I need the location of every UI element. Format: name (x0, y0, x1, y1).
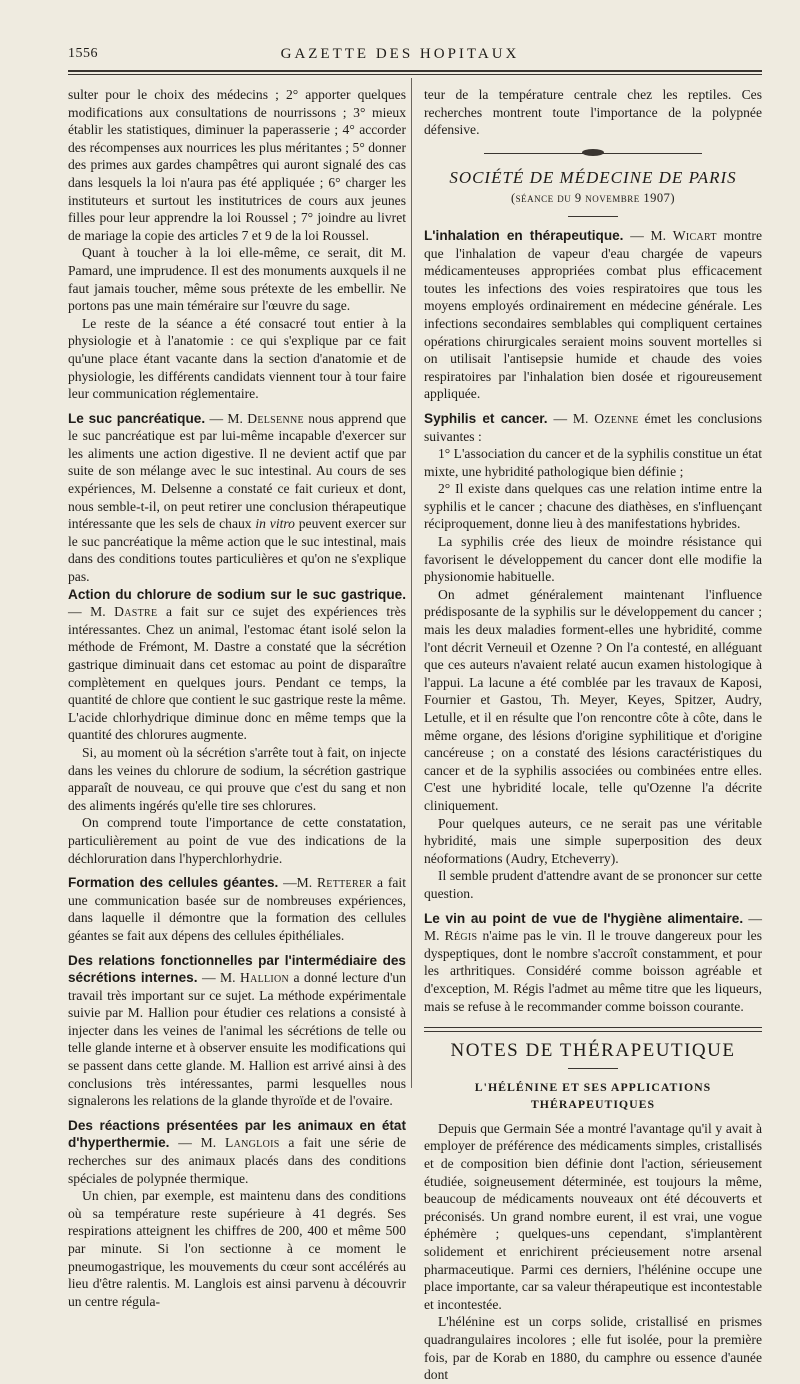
article-inhalation: L'inhalation en thérapeutique. — M. Wicart montre que l'inhalation de vapeur d'eau chargée de vapeurs médicamenteuses appropriées combat plus efficacement toutes les infections des voies respiratoires que tous les moyens employés ordinairement en médecine générale. Les infections secondaires semblables qui compliquent certaines opérations chirurgicales seraient moins souvent mortelles si on utilisait l'antisepsie humide et chaude des voies respiratoires par l'inhalation bien dosée et rigoureusement appliquée. (424, 227, 762, 402)
subsection-title: L'HÉLÉNINE ET SES APPLICATIONS THÉRAPEUTIQUES (474, 1079, 712, 1112)
short-divider (568, 216, 618, 217)
paragraph: On admet généralement maintenant l'influence prédisposante de la syphilis sur le développement du cancer ; mais les deux maladies forment-elles une hybridité, comme l'ont décrit Verneuil et Ozenne ? On l'a contesté, en alléguant que ces auteurs n'avaient relaté aucun examen histologique à l'appui. La lacune a été comblée par les travaux de Kaposi, Fournier et Gastou, Th. Meyer, Keyes, Spitzer, Audry, Letulle, et il en résulte que l'on rencontre côte à côte, dans le même organe, des lésions d'origine syphilitique et d'origine cancéreuse ; on a constaté des lésions caractéristiques du cancer et de la syphilis associées ou combinées entre elles. C'est une hybridité locale, telle qu'Ozenne l'a décrite cliniquement. (424, 586, 762, 813)
paragraph: L'hélénine est un corps solide, cristallisé en prismes quadrangulaires incolores ; elle fut isolée, pour la première fois, par de Korab en 1880, du camphre ou essence d'aunée dont (424, 1314, 762, 1383)
section-title: NOTES DE THÉRAPEUTIQUE (450, 1040, 736, 1062)
right-column (424, 86, 762, 1384)
author-name: Retterer (316, 875, 373, 891)
conclusion-item: La syphilis crée des lieux de moindre résistance qui favorisent le développement du cancer dont elle modifie la physionomie habituelle. (424, 534, 762, 585)
conclusion-item: 1° L'association du cancer et de la syphilis constitue un état mixte, une hybridité pathologique bien définie ; (424, 446, 762, 479)
ornament-divider (484, 147, 702, 159)
paragraph: Si, au moment où la sécrétion s'arrête tout à fait, on injecte dans les veines du chlorure de sodium, la sécrétion gastrique apparaît de nouveau, ce qui prouve que c'est du sang et non des aliments ingérés qu'elle tire ses chlorures. (68, 744, 406, 813)
conclusion-item: 2° Il existe dans quelques cas une relation intime entre la syphilis et le cancer ; chacune des diathèses, en s'influençant réciproquement, donne lieu à des manifestations hybrides. (424, 481, 762, 532)
article-heading: L'inhalation en thérapeutique. (424, 227, 624, 243)
author-name: Delsenne (247, 410, 304, 426)
article-syphilis-cancer: Syphilis et cancer. — M. Ozenne émet les conclusions suivantes : (424, 410, 762, 444)
article-hyperthermia: Des réactions présentées par les animaux en état d'hyperthermie. — M. Langlois a fait une série de recherches sur des animaux placés dans des conditions spéciales de polypnée thermique. (68, 1117, 406, 1186)
paragraph: Un chien, par exemple, est maintenu dans des conditions où sa température reste supérieure à 41 degrés. Ses respirations atteignent les chiffres de 200, 400 et même 500 par minute. Si l'on sectionne à ce moment le pneumogastrique, les mouvements du cœur sont accélérés au lieu d'être ralentis. M. Langlois est ainsi parvenu à découvrir un centre régula- (68, 1188, 406, 1309)
paragraph: Pour quelques auteurs, ce ne serait pas une véritable hybridité, mais une simple superposition des deux néoformations (Audry, Etcheverry). (424, 815, 762, 866)
header-rule (68, 70, 762, 72)
paragraph: teur de la température centrale chez les reptiles. Ces recherches montrent toute l'importance de la polypnée défensive. (424, 87, 762, 138)
author-name: Dastre (114, 604, 158, 620)
paragraph: sulter pour le choix des médecins ; 2° apporter quelques modifications aux consultations de nourrissons ; 3° mieux établir les statistiques, diminuer la paperasserie ; 4° accorder des récompenses aux nourrices les plus méritantes ; 5° donner des primes aux gardes champêtres qui auront signalé des cas dans lesquels la loi n'aura pas été appliquée ; 6° charger les instituteurs et surtout les institutrices de cours aux jeunes filles pour leur apprendre la loi Roussel ; 7° joindre au livret de mariage la copie des articles 7 et 9 de la loi Roussel. (68, 87, 406, 243)
paragraph: Il semble prudent d'attendre avant de se prononcer sur cette question. (424, 868, 762, 901)
author-name: Régis (444, 928, 478, 944)
left-column (68, 86, 406, 1310)
article-sodium-chloride: Action du chlorure de sodium sur le suc gastrique. — M. Dastre a fait sur ce sujet des expériences très intéressantes. Chez un animal, l'estomac étant isolé selon la méthode de Frémont, M. Dastre a constaté que la sécrétion gastrique diminuait dans cet estomac au point de disparaître complètement en quelques jours. Pendant ce temps, la quantité de chlore que contient le suc gastrique reste la même. L'acide chlorhydrique diminue donc en même temps que la quantité des chlorures augmente. (68, 586, 406, 743)
article-heading: Action du chlorure de sodium sur le suc gastrique. (68, 586, 406, 602)
article-heading: Le suc pancréatique. (68, 410, 206, 426)
paragraph: On comprend toute l'importance de cette constatation, particulièrement au point de vue des indications de la déchloruration dans l'hyperchlorhydrie. (68, 815, 406, 866)
column-divider (411, 78, 412, 1088)
article-heading: Des relations fonctionnelles par l'intermédiaire des sécrétions internes. (68, 952, 406, 986)
paragraph: Depuis que Germain Sée a montré l'avantage qu'il y avait à employer de préférence des médicaments simples, cristallisés et de composition bien définie dont l'action, sérieusement étudiée, soigneusement déterminée, est toujours la même, beaucoup de médicaments nouveaux ont été découverts et préconisés. Un grand nombre eurent, il est vrai, une vogue éphémère ; quelques-uns cependant, s'implantèrent solidement et enrichirent précieusement notre arsenal pharmaceutique. Parmi ces derniers, l'hélénine occupe une place importante, car sa valeur thérapeutique est incontestable et incontestée. (424, 1120, 762, 1312)
session-date: (séance du 9 novembre 1907) (510, 191, 676, 206)
running-title: GAZETTE DES HOPITAUX (280, 46, 520, 62)
article-heading: Le vin au point de vue de l'hygiène alimentaire. (424, 910, 744, 926)
paragraph: Quant à toucher à la loi elle-même, ce serait, dit M. Pamard, une imprudence. Il est des monuments auxquels il ne faut jamais toucher, même sous prétexte de les embellir. Ne portons pas une main téméraire sur l'œuvre du sage. (68, 245, 406, 314)
author-name: Ozenne (594, 410, 639, 426)
society-title: SOCIÉTÉ DE MÉDECINE DE PARIS (449, 167, 737, 187)
author-name: Wicart (672, 227, 717, 243)
section-divider (424, 1027, 762, 1032)
paragraph: Le reste de la séance a été consacré tout entier à la physiologie et à l'anatomie : ce qui s'explique par ce fait qu'une place étant vacante dans la section d'anatomie et de physiologie, les différents candidats viennent tour à tour faire leur communication réglementaire. (68, 315, 406, 402)
header-rule-secondary (68, 74, 762, 75)
article-heading: Formation des cellules géantes. (68, 875, 279, 891)
page-number: 1556 (68, 46, 98, 61)
article-internal-secretions: Des relations fonctionnelles par l'intermédiaire des sécrétions internes. — M. Hallion a donné lecture d'un travail très important sur ce sujet. La méthode expérimentale suivie par M. Hallion pour étudier ces relations a consisté à injecter dans les veines de l'animal les sécrétions de telle ou telle glande interne et à observer ensuite les modifications qui se passent dans cette glande. M. Hallion est arrivé ainsi à des conclusions très intéressantes, parmi lesquelles nous signalerons les relations de la glande thyroïde et de l'ovaire. (68, 952, 406, 1109)
author-name: Langlois (225, 1135, 280, 1151)
article-pancreatic-juice: Le suc pancréatique. — M. Delsenne nous apprend que le suc pancréatique est par lui-même incapable d'exercer sur les aliments une action digestive. Il ne devient actif que par suite de son mélange avec le suc intestinal. Au cours de ses expériences, M. Delsenne a constaté ce fait curieux et dont, nous semble-t-il, on peut retirer une conclusion thérapeutique intéressante que les sels de chaux in vitro peuvent exercer sur le suc pancréatique la même action que le suc intestinal, mais dans des conditions toutes particulières et qu'on ne s'explique pas. (68, 410, 406, 585)
article-heading: Syphilis et cancer. (424, 410, 548, 426)
article-wine-hygiene: Le vin au point de vue de l'hygiène alimentaire. — M. Régis n'aime pas le vin. Il le trouve dangereux pour les dyspeptiques, dont le nombre s'accroît constamment, et pour les arthritiques. Considéré comme boisson agréable et d'exception, M. Régis l'admet au même titre que les liqueurs, mais se refuse à le recommander comme boisson courante. (424, 910, 762, 1014)
author-name: Hallion (239, 970, 290, 986)
short-divider (568, 1068, 618, 1069)
article-giant-cells: Formation des cellules géantes. —M. Retterer a fait une communication basée sur de nombreuses expériences, dans laquelle il démontre que la formation des cellules géantes se fait aux dépens des cellules épithéliales. (68, 875, 406, 943)
article-heading: Des réactions présentées par les animaux en état d'hyperthermie. (68, 1117, 406, 1151)
